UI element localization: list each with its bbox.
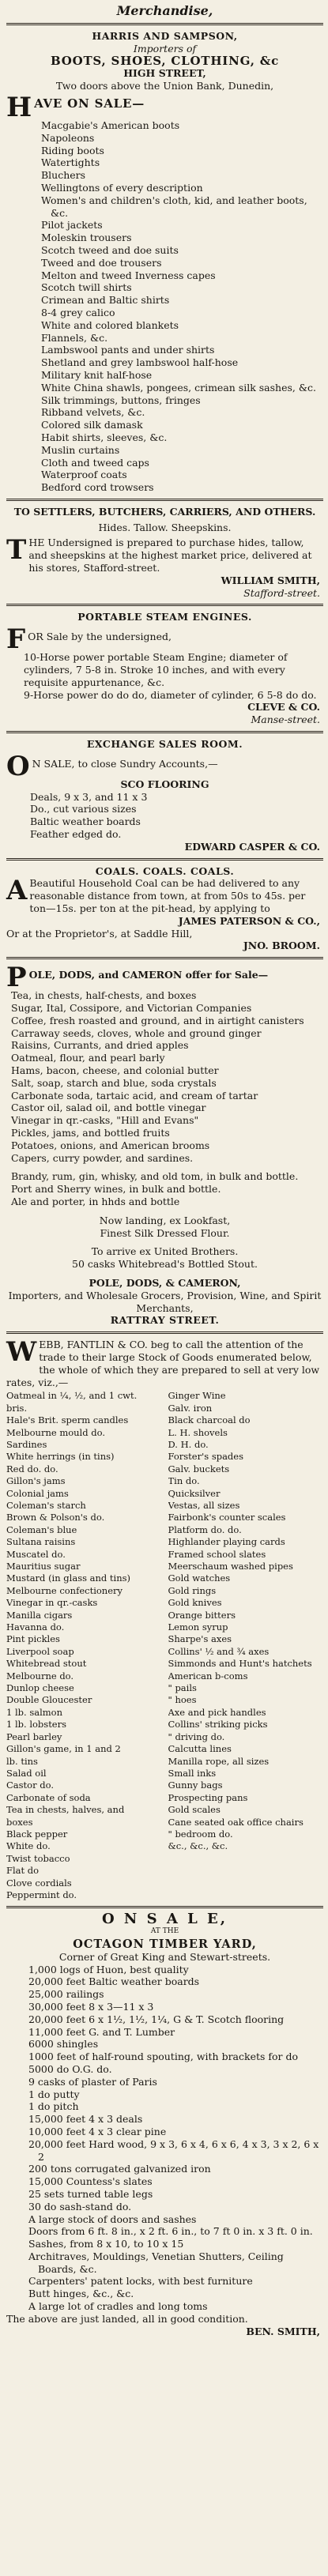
dropcap: O	[6, 750, 30, 782]
list-item: Black charcoal do	[168, 1414, 251, 1426]
list-item: Scotch twill shirts	[41, 281, 132, 294]
list-item: Quicksilver	[168, 1487, 221, 1499]
dropcap: P	[6, 962, 27, 994]
location-line: Two doors above the Union Bank, Dunedin,	[55, 80, 274, 92]
divider	[6, 499, 323, 501]
list-item: Sultana raisins	[6, 1536, 76, 1548]
list-item: Dunlop cheese	[6, 1682, 74, 1694]
advert-coals	[6, 865, 323, 953]
sco-line: SCO FLOORING	[120, 778, 209, 790]
list-item: Feather edged do.	[30, 828, 122, 841]
list-item: Capers, curry powder, and sardines.	[11, 1151, 194, 1164]
list-item: Shetland and grey lambswool half-hose	[41, 356, 239, 369]
list-item: Napoleons	[41, 131, 95, 144]
list-item: Collins' ½ and ¾ axes	[168, 1645, 270, 1657]
stock-list-left	[6, 1390, 162, 1901]
ad-heading: PORTABLE STEAM ENGINES.	[77, 611, 252, 623]
list-item: Platform do. do.	[168, 1523, 242, 1535]
list-item: Sugar, Ital, Cossipore, and Victorian Companies	[11, 1002, 252, 1014]
list-item: White herrings (in tins)	[6, 1451, 115, 1463]
list-item: Meerschaum washed pipes	[168, 1561, 293, 1572]
list-item: Cloth and tweed caps	[41, 456, 149, 469]
list-item: Twist tobacco	[6, 1852, 70, 1864]
list-item: Melbourne do.	[6, 1670, 74, 1682]
dropcap: F	[6, 623, 26, 656]
dropcap: W	[6, 1336, 37, 1369]
stock-columns	[6, 1390, 323, 1901]
signature-name: JNO. BROOM.	[243, 940, 320, 952]
list-item: L. H. shovels	[168, 1426, 228, 1438]
list-item: Double Gloucester	[6, 1694, 92, 1706]
list-item: Lambswool pants and under shirts	[41, 344, 215, 356]
list-item: Hale's Brit. sperm candles	[6, 1414, 129, 1426]
list-item: " bedroom do.	[168, 1828, 233, 1840]
list-item: A large lot of cradles and long toms	[28, 2300, 208, 2313]
list-item: Muslin curtains	[41, 443, 120, 456]
list-item: Macgabie's American boots	[41, 119, 180, 131]
signature-name: CLEVE & CO.	[247, 701, 320, 714]
list-item: Sashes, from 8 x 10, to 10 x 15	[28, 2238, 184, 2250]
list-item: Riding boots	[41, 144, 104, 156]
list-item: Watertights	[41, 156, 100, 169]
list-item: &c., &c., &c.	[168, 1840, 228, 1852]
list-item: Hams, bacon, cheese, and colonial butter	[11, 1064, 219, 1076]
list-item: boxes	[6, 1816, 33, 1828]
list-item: 25 sets turned table legs	[28, 2187, 153, 2200]
list-item: Liverpool soap	[6, 1645, 74, 1657]
list-item: Moleskin trousers	[41, 232, 132, 244]
list-item: Havanna do.	[6, 1621, 65, 1633]
list-item: Castor oil, salad oil, and bottle vinegar	[11, 1102, 206, 1114]
list-item: Peppermint do.	[6, 1889, 77, 1900]
list-item: Carraway seeds, cloves, whole and ground ginger	[11, 1026, 262, 1039]
list-item: Colonial jams	[6, 1487, 69, 1499]
advert-steam-engines	[6, 611, 323, 726]
list-item: Flat do	[6, 1865, 40, 1877]
list-item: 20,000 feet Baltic weather boards	[28, 1975, 200, 1988]
firm-description: Importers, and Wholesale Grocers, Provision, Wine, and Spirit Merchants,	[8, 1289, 322, 1314]
ad-intro: OR Sale by the undersigned,	[28, 631, 172, 643]
engine-item: 9-Horse power do do do, diameter of cylinder, 6 5-8 do do.	[24, 688, 317, 701]
list-item: Carbonate soda, tartaic acid, and cream of tartar	[11, 1089, 258, 1102]
list-item: Melbourne mould do.	[6, 1426, 105, 1438]
list-item: A large stock of doors and sashes	[28, 2213, 197, 2225]
divider	[6, 1906, 323, 1908]
list-item: Carpenters' patent locks, with best furniture	[28, 2275, 253, 2288]
list-item: Melton and tweed Inverness capes	[41, 269, 216, 281]
list-item: Butt hinges, &c., &c.	[28, 2288, 134, 2300]
list-item: Whitebread stout	[6, 1658, 87, 1670]
advert-william-smith	[6, 506, 323, 600]
engine-item: 10-Horse power portable Steam Engine; diameter of cylinders, 7 5-8 in. Stroke 10 inches, and with every requisite appurtenance, &c.	[24, 651, 288, 688]
street-line: HIGH STREET,	[123, 67, 206, 80]
list-item: 1 lb. salmon	[6, 1706, 62, 1718]
advert-webb-fantlin	[6, 1336, 323, 1901]
ad-intro: OLE, DODS, and CAMERON offer for Sale—	[28, 969, 269, 981]
list-item: Bluchers	[41, 169, 86, 182]
list-item: Gillon's game, in 1 and 2	[6, 1743, 121, 1755]
ad-intro: N SALE, to close Sundry Accounts,—	[32, 757, 218, 770]
closing-line: The above are just landed, all in good condition.	[6, 2312, 248, 2325]
list-item: 200 tons corrugated galvanized iron	[28, 2163, 211, 2175]
item-list	[6, 1964, 323, 2313]
list-item: 20,000 feet Hard wood, 9 x 3, 6 x 4, 6 x 6, 4 x 3, 3 x 2, 6 x 2	[28, 2137, 319, 2163]
alt-contact: Or at the Proprietor's, at Saddle Hill,	[6, 927, 193, 940]
list-item: Silk trimmings, buttons, fringes	[41, 394, 201, 406]
list-item: Tea in chests, halves, and	[6, 1804, 125, 1816]
list-item: Lemon syrup	[168, 1621, 228, 1633]
list-item: Habit shirts, sleeves, &c.	[41, 431, 168, 443]
list-item: Melbourne confectionery	[6, 1584, 123, 1596]
advert-pole-dods-cameron	[6, 964, 323, 1327]
list-item: Tin do.	[168, 1475, 200, 1487]
list-item: Scotch tweed and doe suits	[41, 243, 179, 256]
ad-heading: TO SETTLERS, BUTCHERS, CARRIERS, AND OTHERS.	[13, 505, 316, 518]
list-item: Flannels, &c.	[41, 331, 108, 344]
list-item: Vinegar in qr.-casks, "Hill and Evans"	[11, 1114, 199, 1127]
signature-name: BEN. SMITH,	[246, 2325, 320, 2337]
list-item: Do., cut various sizes	[30, 803, 137, 815]
list-item: D. H. do.	[168, 1438, 209, 1450]
ad-body: EBB, FANTLIN & CO. beg to call the attention of the trade to their large Stock of Goods enumerated below, the whole of which they are prepared to sell at very low rates, viz.,—	[6, 1339, 320, 1388]
arrive-line: To arrive ex United Brothers.	[91, 1245, 239, 1258]
list-item: Salt, soap, starch and blue, soda crystals	[11, 1076, 217, 1089]
firm-name: POLE, DODS, & CAMERON,	[89, 1276, 241, 1289]
list-item: Clove cordials	[6, 1877, 72, 1889]
list-item: Pint pickles	[6, 1633, 60, 1645]
item-list	[6, 119, 323, 494]
list-item: 10,000 feet 4 x 3 clear pine	[28, 2125, 167, 2137]
trade-line: BOOTS, SHOES, CLOTHING, &c	[50, 53, 280, 68]
list-item: Gold watches	[168, 1572, 231, 1584]
list-item: 1000 feet of half-round spouting, with brackets for do	[28, 2051, 299, 2063]
signature-name: JAMES PATERSON & CO.,	[178, 914, 320, 927]
list-item: 15,000 Countess's slates	[28, 2175, 153, 2188]
ad-heading: O N S A L E,	[101, 1911, 228, 1928]
ad-heading: COALS. COALS. COALS.	[95, 864, 235, 877]
ad-body: Beautiful Household Coal can be had delivered to any reasonable distance from town, at from 50s to 45s. per ton—15s. per ton at the pit-head, by applying to	[29, 877, 306, 915]
list-item: Galv. buckets	[168, 1463, 230, 1474]
list-item: 1,000 logs of Huon, best quality	[28, 1963, 189, 1975]
list-item: Salad oil	[6, 1767, 47, 1779]
casks-line: 50 casks Whitebread's Bottled Stout.	[72, 1258, 258, 1271]
divider	[6, 604, 323, 606]
list-item: " driving do.	[168, 1731, 225, 1742]
list-item: Collins' striking picks	[168, 1719, 268, 1731]
list-item: Colored silk damask	[41, 419, 143, 431]
divider	[6, 1331, 323, 1334]
list-item: " hoes	[168, 1694, 197, 1706]
list-item: Manilla cigars	[6, 1609, 73, 1621]
list-item: Highlander playing cards	[168, 1536, 285, 1548]
list-item: Forster's spades	[168, 1451, 244, 1463]
list-item: Muscatel do.	[6, 1548, 66, 1560]
item-list	[6, 791, 323, 841]
list-item: White and colored blankets	[41, 318, 179, 331]
corner-line: Corner of Great King and Stewart-streets.	[58, 1950, 271, 1963]
list-item: 6000 shingles	[28, 2038, 99, 2051]
list-item: American b-coms	[168, 1670, 248, 1682]
list-item: 1 do putty	[28, 2088, 80, 2100]
divider	[6, 957, 323, 959]
list-item: 15,000 feet 4 x 3 deals	[28, 2113, 143, 2126]
column-heading: Merchandise,	[116, 3, 213, 18]
list-item: Castor do.	[6, 1779, 54, 1791]
advert-harris-sampson	[6, 30, 323, 494]
list-item: 30,000 feet 8 x 3—11 x 3	[28, 2000, 154, 2013]
list-item: " pails	[168, 1682, 197, 1694]
list-item: 30 do sash-stand do.	[28, 2200, 132, 2213]
list-item: Simmonds and Hunt's hatchets	[168, 1658, 312, 1670]
street-line: RATTRAY STREET.	[110, 1314, 220, 1327]
list-item: Military knit half-hose	[41, 368, 153, 381]
firm-name: HARRIS AND SAMPSON,	[92, 30, 238, 42]
list-item: 11,000 feet G. and T. Lumber	[28, 2025, 175, 2038]
ad-heading: EXCHANGE SALES ROOM.	[86, 738, 243, 751]
ale-line: Ale and porter, in hhds and bottle	[11, 1195, 180, 1207]
list-item: Gold rings	[168, 1584, 217, 1596]
list-item: Gillon's jams	[6, 1475, 66, 1487]
list-item: Oatmeal, flour, and pearl barly	[11, 1052, 165, 1064]
list-item: Sardines	[6, 1438, 47, 1450]
list-item: Manilla rope, all sizes	[168, 1755, 270, 1767]
list-item: Pilot jackets	[41, 219, 103, 232]
list-item: Baltic weather boards	[30, 815, 141, 828]
list-item: Potatoes, onions, and American brooms	[11, 1139, 210, 1151]
list-item: Coleman's blue	[6, 1523, 77, 1535]
list-item: 1 lb. lobsters	[6, 1719, 67, 1731]
signature-address: Manse-street.	[251, 714, 320, 726]
divider	[6, 23, 323, 25]
list-item: Architraves, Mouldings, Venetian Shutters, Ceiling Boards, &c.	[28, 2250, 284, 2275]
item-list	[6, 989, 323, 1164]
wines-line: Port and Sherry wines, in bulk and bottle.	[11, 1183, 221, 1196]
list-item: Mustard (in glass and tins)	[6, 1572, 131, 1584]
list-item: Fairbonk's counter scales	[168, 1512, 286, 1523]
list-item: Galv. iron	[168, 1402, 213, 1414]
spirits-line: Brandy, rum, gin, whisky, and old tom, in bulk and bottle.	[11, 1170, 299, 1183]
list-item: Women's and children's cloth, kid, and leather boots, &c.	[41, 194, 307, 219]
have-on-sale: AVE ON SALE—	[34, 96, 145, 111]
list-item: Vinegar in qr.-casks	[6, 1597, 98, 1609]
list-item: Wellingtons of every description	[41, 181, 203, 194]
signature-name: EDWARD CASPER & CO.	[184, 840, 320, 853]
list-item: Doors from 6 ft. 8 in., x 2 ft. 6 in., to 7 ft 0 in. x 3 ft. 0 in.	[28, 2225, 313, 2238]
list-item: Oatmeal in ¼, ½, and 1 cwt.	[6, 1390, 138, 1402]
list-item: Orange bitters	[168, 1609, 236, 1621]
divider	[6, 858, 323, 861]
list-item: 5000 do O.G. do.	[28, 2062, 112, 2075]
signature-address: Stafford-street.	[243, 586, 320, 599]
list-item: Pickles, jams, and bottled fruits	[11, 1126, 170, 1139]
list-item: Deals, 9 x 3, and 11 x 3	[30, 790, 148, 803]
list-item: Raisins, Currants, and dried apples	[11, 1039, 189, 1052]
list-item: Vestas, all sizes	[168, 1499, 240, 1511]
list-item: 25,000 railings	[28, 1988, 104, 2001]
list-item: Gold knives	[168, 1597, 222, 1609]
list-item: Small inks	[168, 1767, 217, 1779]
list-item: Coffee, fresh roasted and ground, and in airtight canisters	[11, 1014, 304, 1026]
list-item: Tweed and doe trousers	[41, 256, 162, 269]
list-item: 9 casks of plaster of Paris	[28, 2075, 157, 2088]
list-item: Pearl barley	[6, 1731, 62, 1742]
list-item: Mauritius sugar	[6, 1561, 81, 1572]
list-item: Coleman's starch	[6, 1499, 86, 1511]
list-item: Ribband velvets, &c.	[41, 406, 145, 419]
signature-name: WILLIAM SMITH,	[221, 574, 320, 586]
list-item: White China shawls, pongees, crimean silk sashes, &c.	[41, 381, 316, 394]
list-item: Prospecting pans	[168, 1791, 248, 1803]
list-item: Gunny bags	[168, 1779, 223, 1791]
list-item: lb. tins	[6, 1755, 38, 1767]
list-item: Gold scales	[168, 1804, 221, 1816]
divider	[6, 731, 323, 733]
list-item: 20,000 feet 6 x 1½, 1½, 1¼, G & T. Scotch flooring	[28, 2013, 285, 2025]
list-item: Red do. do.	[6, 1463, 58, 1474]
advert-exchange-sales-room	[6, 738, 323, 853]
list-item: Carbonate of soda	[6, 1791, 91, 1803]
dropcap: T	[6, 534, 27, 567]
ad-body: HE Undersigned is prepared to purchase hides, tallow, and sheepskins at the highest market price, delivered at his stores, Stafford-street.	[28, 537, 312, 574]
list-item: Calcutta lines	[168, 1743, 232, 1755]
list-item: White do.	[6, 1840, 51, 1852]
importers-line: Importers of	[133, 42, 197, 55]
list-item: 8-4 grey calico	[41, 306, 115, 318]
at-the-line: AT THE	[150, 1927, 179, 1936]
list-item: Black pepper	[6, 1828, 68, 1840]
list-item: Tea, in chests, half-chests, and boxes	[11, 989, 197, 1002]
stock-list-right	[168, 1390, 324, 1901]
list-item: Brown & Polson's do.	[6, 1512, 105, 1523]
flour-line: Finest Silk Dressed Flour.	[100, 1226, 230, 1239]
list-item: Waterproof coats	[41, 469, 127, 481]
list-item: 1 do pitch	[28, 2100, 79, 2113]
list-item: Crimean and Baltic shirts	[41, 294, 170, 307]
list-item: Ginger Wine	[168, 1390, 226, 1402]
list-item: Sharpe's axes	[168, 1633, 232, 1645]
yard-name: OCTAGON TIMBER YARD,	[73, 1937, 257, 1951]
list-item: Bedford cord trowsers	[41, 481, 154, 494]
list-item: Cane seated oak office chairs	[168, 1816, 303, 1828]
landing-line: Now landing, ex Lookfast,	[99, 1214, 231, 1226]
list-item: bris.	[6, 1402, 28, 1414]
dropcap: A	[6, 875, 28, 907]
advert-octagon-timber-yard	[6, 1913, 323, 2337]
dropcap: H	[6, 91, 32, 123]
list-item: Framed school slates	[168, 1548, 266, 1560]
list-item: Axe and pick handles	[168, 1706, 266, 1718]
wants-line: Hides. Tallow. Sheepskins.	[98, 521, 232, 533]
